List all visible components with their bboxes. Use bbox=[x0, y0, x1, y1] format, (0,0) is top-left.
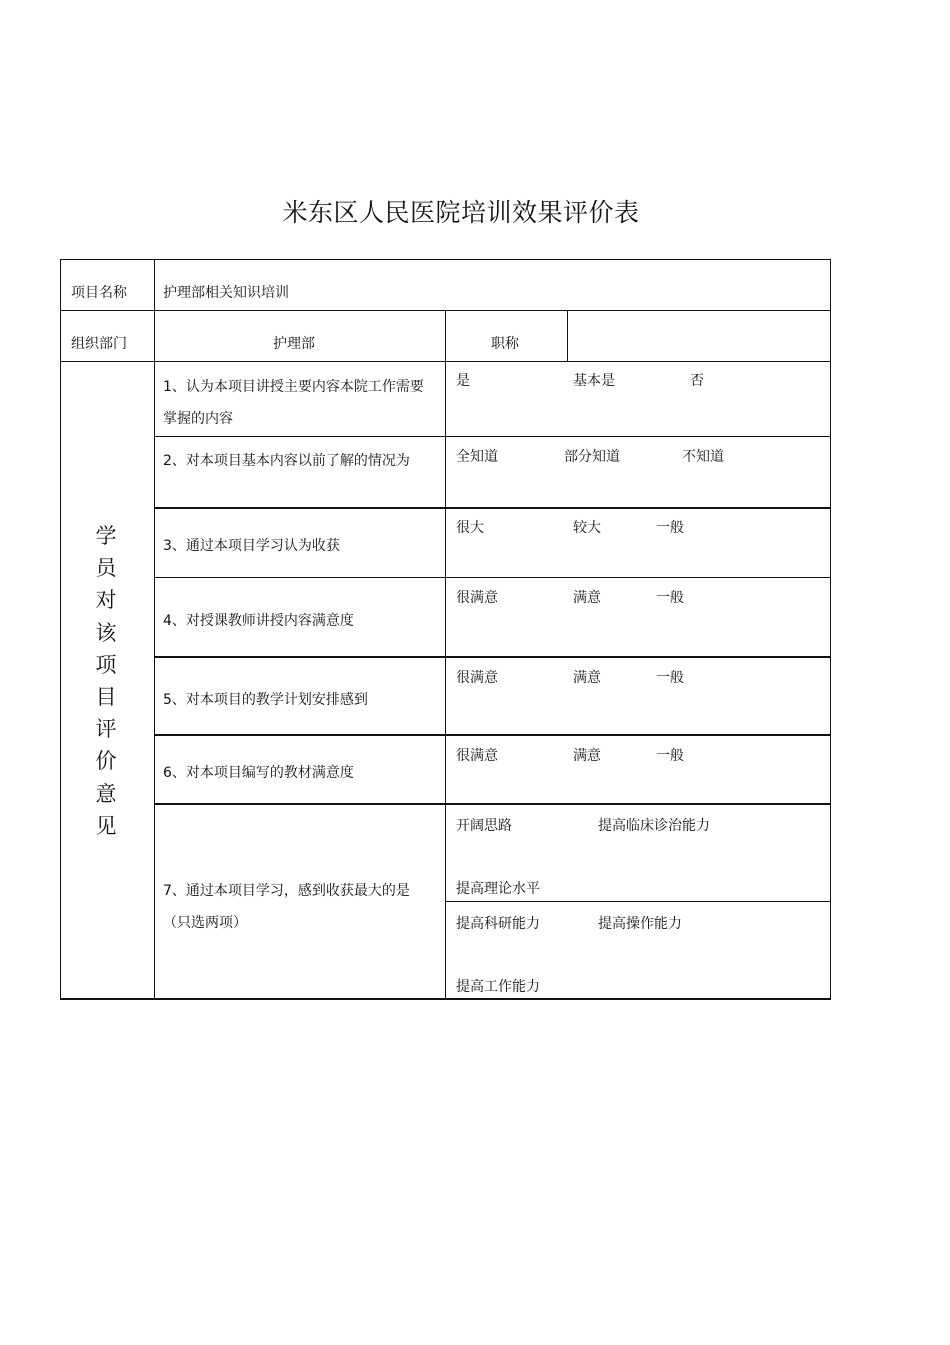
q1-option-1[interactable]: 是 bbox=[456, 373, 470, 389]
table-row-divider bbox=[154, 436, 831, 437]
q3-option-1[interactable]: 很大 bbox=[456, 520, 484, 536]
table-row-divider bbox=[60, 310, 831, 311]
question-6: 6、对本项目编写的教材满意度 bbox=[163, 765, 354, 781]
q7-option-6[interactable]: 提高工作能力 bbox=[456, 979, 540, 995]
q3-option-2[interactable]: 较大 bbox=[573, 520, 601, 536]
q1-option-2[interactable]: 基本是 bbox=[573, 373, 615, 389]
q6-option-3[interactable]: 一般 bbox=[656, 748, 684, 764]
project-name-value: 护理部相关知识培训 bbox=[163, 285, 289, 301]
q4-option-1[interactable]: 很满意 bbox=[456, 590, 498, 606]
table-border-right bbox=[830, 259, 831, 1000]
table-border-left bbox=[60, 259, 61, 1000]
question-7: 7、通过本项目学习，感到收获最大的是（只选两项） bbox=[163, 883, 410, 931]
dept-label: 组织部门 bbox=[71, 336, 127, 352]
q2-option-3[interactable]: 不知道 bbox=[682, 449, 724, 465]
table-row-divider bbox=[154, 577, 831, 578]
table-row-divider bbox=[154, 734, 831, 736]
question-3: 3、通过本项目学习认为收获 bbox=[163, 538, 340, 554]
q4-option-2[interactable]: 满意 bbox=[573, 590, 601, 606]
q7-option-2[interactable]: 提高临床诊治能力 bbox=[598, 818, 710, 834]
dept-value: 护理部 bbox=[273, 336, 315, 352]
table-divider-col1 bbox=[154, 259, 155, 1000]
q6-option-2[interactable]: 满意 bbox=[573, 748, 601, 764]
table-row-divider bbox=[154, 507, 831, 509]
question-1: 1、认为本项目讲授主要内容本院工作需要掌握的内容 bbox=[163, 379, 424, 427]
table-row-divider bbox=[154, 803, 831, 805]
question-4: 4、对授课教师讲授内容满意度 bbox=[163, 613, 354, 629]
q1-option-3[interactable]: 否 bbox=[690, 373, 704, 389]
q5-option-1[interactable]: 很满意 bbox=[456, 670, 498, 686]
table-border-bottom bbox=[60, 998, 831, 1000]
table-border-top bbox=[60, 259, 831, 260]
q2-option-1[interactable]: 全知道 bbox=[456, 449, 498, 465]
table-row-divider bbox=[154, 656, 831, 658]
q4-option-3[interactable]: 一般 bbox=[656, 590, 684, 606]
table-row-divider bbox=[60, 361, 831, 362]
form-title: 米东区人民医院培训效果评价表 bbox=[282, 198, 640, 227]
project-name-label: 项目名称 bbox=[71, 285, 127, 301]
q7-option-1[interactable]: 开阔思路 bbox=[456, 818, 512, 834]
q3-option-3[interactable]: 一般 bbox=[656, 520, 684, 536]
question-2: 2、对本项目基本内容以前了解的情况为 bbox=[163, 453, 410, 469]
q7-option-3[interactable]: 提高理论水平 bbox=[456, 881, 540, 897]
q7-option-5[interactable]: 提高操作能力 bbox=[598, 916, 682, 932]
table-divider-col3 bbox=[567, 310, 568, 361]
question-5: 5、对本项目的教学计划安排感到 bbox=[163, 692, 368, 708]
q7-option-4[interactable]: 提高科研能力 bbox=[456, 916, 540, 932]
q5-option-3[interactable]: 一般 bbox=[656, 670, 684, 686]
q6-option-1[interactable]: 很满意 bbox=[456, 748, 498, 764]
q2-option-2[interactable]: 部分知道 bbox=[564, 449, 620, 465]
table-divider-col2 bbox=[445, 310, 446, 1000]
section-label-vertical: 学员对该项目评价意见 bbox=[95, 524, 117, 838]
q5-option-2[interactable]: 满意 bbox=[573, 670, 601, 686]
position-label: 职称 bbox=[491, 336, 519, 352]
